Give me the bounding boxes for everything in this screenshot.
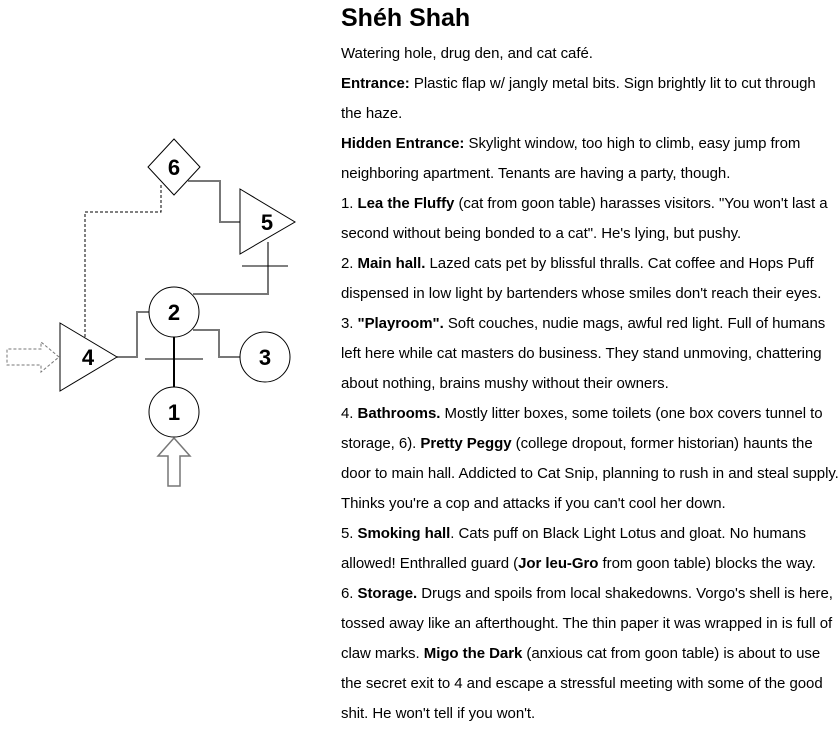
room-name: Storage.	[357, 585, 418, 602]
node-1-entrance[interactable]	[149, 387, 199, 437]
room-text: Lazed cats pet by blissful thralls. Cat coffee and Hops Puff dispensed in low light by bartenders whose smiles don't reach their eyes.	[341, 255, 822, 302]
room-text: Mostly litter boxes, some toilets (one box covers tunnel to storage, 6).	[341, 405, 823, 452]
room-2-paragraph	[341, 249, 840, 309]
room-number: 3.	[341, 315, 358, 332]
entrance-arrow-icon	[158, 438, 190, 486]
hidden-entrance-paragraph	[341, 129, 840, 189]
npc-name: Pretty Peggy	[420, 435, 512, 452]
entrance-paragraph	[341, 69, 840, 129]
node-label: 6	[167, 155, 181, 180]
room-number: 5.	[341, 525, 358, 542]
hidden-entrance-arrow-icon	[7, 342, 59, 372]
room-name: "Playroom".	[357, 315, 444, 332]
room-name: Smoking hall	[357, 525, 451, 542]
room-4-paragraph	[341, 399, 840, 519]
node-label: 4	[81, 345, 95, 370]
room-text: (cat from goon table) harasses visitors. "You won't last a second without being bonded to a cat". He's lying, but pushy.	[341, 195, 828, 242]
room-number: 2.	[341, 255, 358, 272]
intro-text: Watering hole, drug den, and cat café.	[341, 45, 593, 62]
page-title: Shéh Shah	[341, 4, 471, 32]
entrance-text: Plastic flap w/ jangly metal bits. Sign brightly lit to cut through the haze.	[341, 75, 816, 122]
node-2-main-hall[interactable]	[149, 287, 199, 337]
node-label: 1	[167, 400, 181, 425]
connector-5-2	[193, 242, 268, 294]
room-number: 6.	[341, 585, 358, 602]
npc-name: Migo the Dark	[423, 645, 523, 662]
room-name: Bathrooms.	[357, 405, 441, 422]
connector-6-5	[188, 181, 240, 222]
connector-4-2	[117, 312, 149, 357]
room-text: (anxious cat from goon table) is about to use the secret exit to 4 and escape a stressful meeting with some of the good shit. He won't tell if you won't.	[341, 645, 823, 722]
room-text: . Cats puff on Black Light Lotus and gloat. No humans allowed! Enthralled guard (	[341, 525, 806, 572]
room-5-paragraph	[341, 519, 840, 579]
room-npc-name: Lea the Fluffy	[357, 195, 455, 212]
map-diagram	[0, 0, 320, 736]
hidden-entrance-label: Hidden Entrance:	[341, 135, 465, 152]
node-3-playroom[interactable]	[240, 332, 290, 382]
room-text: Soft couches, nudie mags, awful red light. Full of humans left here while cat masters do business. They stand unmoving, chattering about nothing, brains mushy without their owners.	[341, 315, 826, 392]
room-text: from goon table) blocks the way.	[598, 555, 816, 572]
node-6-storage[interactable]	[148, 139, 200, 195]
room-text: (college dropout, former historian) haunts the door to main hall. Addicted to Cat Snip, planning to rush in and steal supply. Thinks you're a cop and attacks if you can't cool her down.	[341, 435, 839, 512]
room-name: Main hall.	[357, 255, 426, 272]
room-6-paragraph	[341, 579, 840, 729]
room-3-paragraph	[341, 309, 840, 399]
node-label: 3	[258, 345, 272, 370]
node-label: 5	[260, 210, 274, 235]
room-text: Drugs and spoils from local shakedowns. Vorgo's shell is here, tossed away like an afterthought. The thin paper it was wrapped in is full of claw marks.	[341, 585, 833, 662]
room-number: 1.	[341, 195, 358, 212]
hidden-entrance-text: Skylight window, too high to climb, easy jump from neighboring apartment. Tenants are having a party, though.	[341, 135, 801, 182]
room-number: 4.	[341, 405, 358, 422]
node-label: 2	[167, 300, 181, 325]
npc-name: Jor leu-Gro	[518, 555, 599, 572]
connector-2-3	[193, 330, 240, 357]
entrance-label: Entrance:	[341, 75, 410, 92]
location-description	[341, 0, 840, 729]
node-4-bathrooms[interactable]	[60, 323, 117, 391]
room-1-paragraph	[341, 189, 840, 249]
